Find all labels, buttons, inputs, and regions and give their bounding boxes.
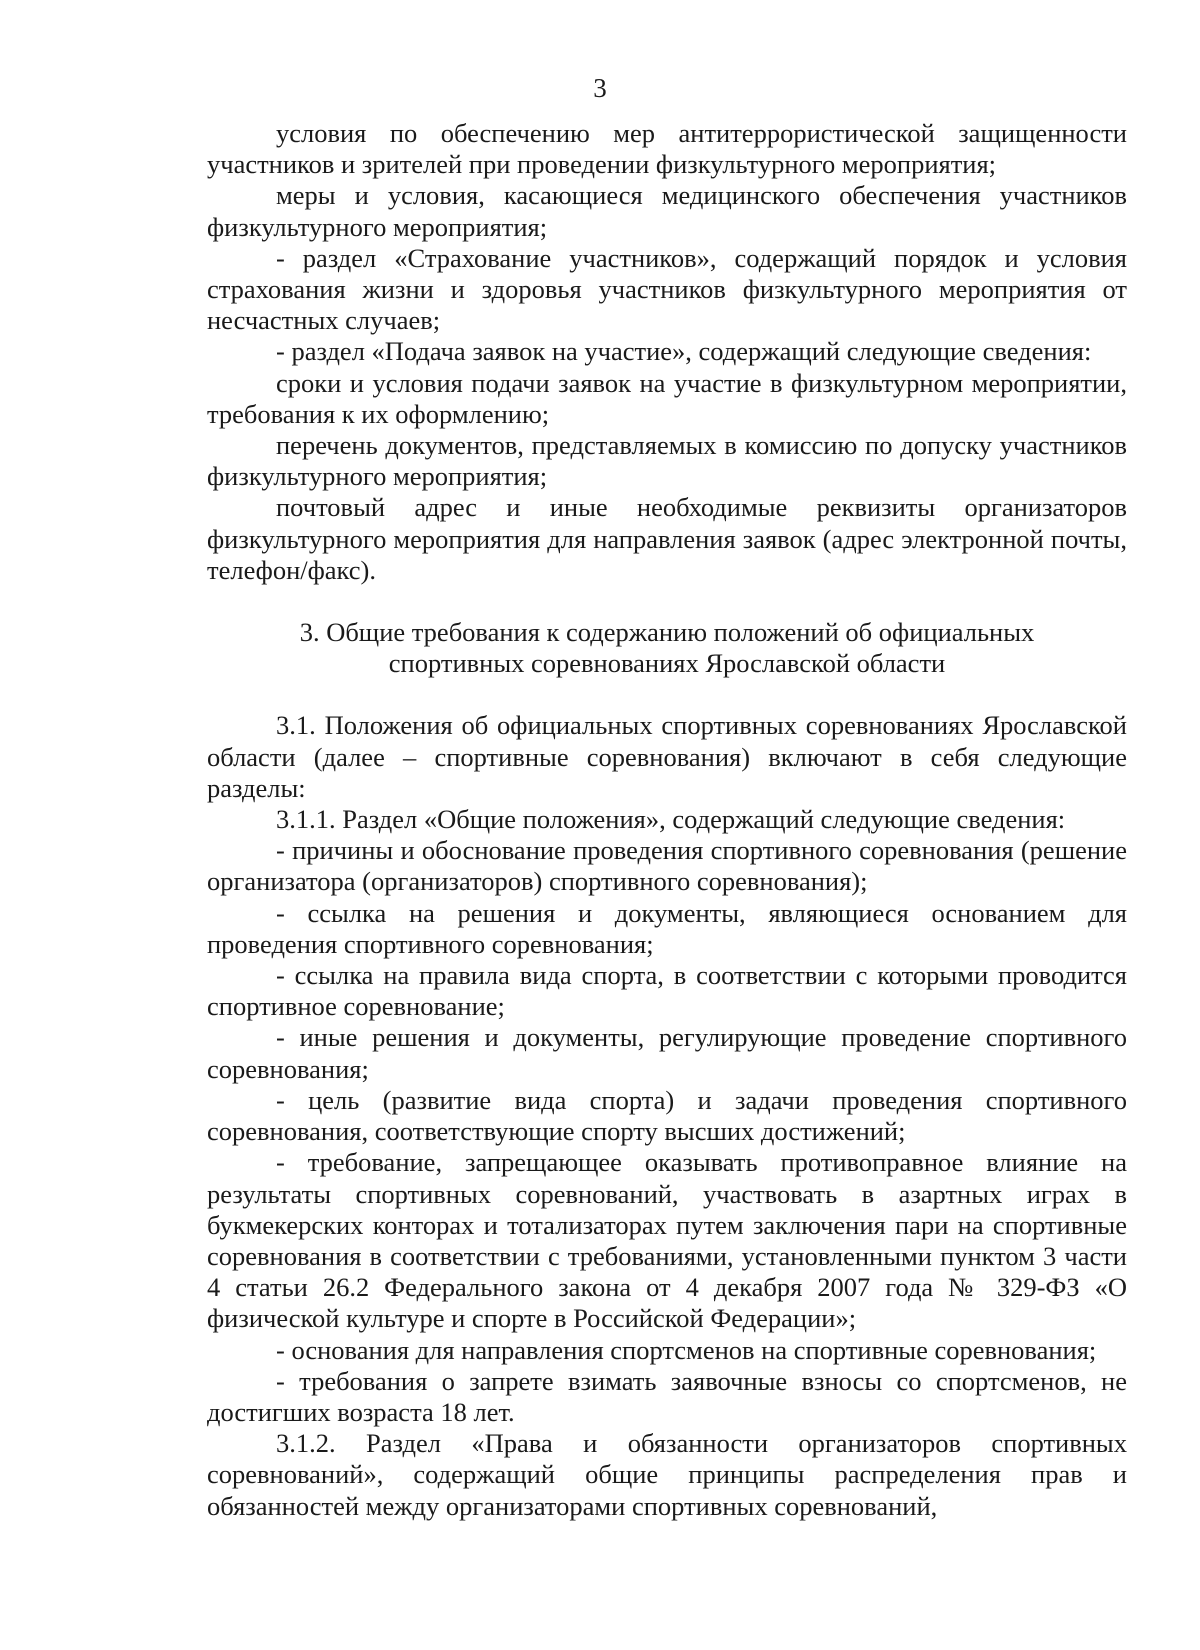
paragraph: - основания для направления спортсменов на спортивные соревнования;: [276, 1334, 1097, 1365]
paragraph: - причины и обоснование проведения спортивного соревнования (решение организатора (организаторов) спортивного соревнования);: [207, 835, 1127, 897]
paragraph: - требование, запрещающее оказывать противоправное влияние на результаты спортивных соревнований, участвовать в азартных играх в букмекерских конторах и тотализаторах путем заключения пари на спортивные соревнования в соответствии с требованиями, установленными пунктом 3 части 4 статьи 26.2 Федерального закона от 4 декабря 2007 года № 329-ФЗ «О физической культуре и спорте в Российской Федерации»;: [207, 1147, 1127, 1334]
paragraph: сроки и условия подачи заявок на участие в физкультурном мероприятии, требования к их оформлению;: [207, 367, 1127, 429]
paragraph: - требования о запрете взимать заявочные взносы со спортсменов, не достигших возраста 18 лет.: [207, 1365, 1127, 1427]
paragraph: - раздел «Подача заявок на участие», содержащий следующие сведения:: [276, 336, 1092, 367]
section-heading: [207, 617, 1127, 679]
section-heading-line: 3. Общие требования к содержанию положений об официальных: [299, 617, 1035, 648]
section-heading-line: спортивных соревнованиях Ярославской области: [388, 648, 946, 679]
spacer: [207, 586, 1127, 617]
paragraph: 3.1.2. Раздел «Права и обязанности организаторов спортивных соревнований», содержащий общие принципы распределения прав и обязанностей между организаторами спортивных соревнований,: [207, 1428, 1127, 1521]
paragraph: - раздел «Страхование участников», содержащий порядок и условия страхования жизни и здоровья участников физкультурного мероприятия от несчастных случаев;: [207, 242, 1127, 336]
paragraph: - цель (развитие вида спорта) и задачи проведения спортивного соревнования, соответствующие спорту высших достижений;: [207, 1084, 1127, 1147]
paragraph: условия по обеспечению мер антитеррористической защищенности участников и зрителей при проведении физкультурного мероприятия;: [207, 118, 1127, 180]
spacer: [207, 679, 1127, 710]
paragraph: почтовый адрес и иные необходимые реквизиты организаторов физкультурного мероприятия для направления заявок (адрес электронной почты, телефон/факс).: [207, 492, 1127, 585]
paragraph: 3.1.1. Раздел «Общие положения», содержащий следующие сведения:: [276, 804, 1066, 835]
paragraph: - иные решения и документы, регулирующие проведение спортивного соревнования;: [207, 1022, 1127, 1084]
paragraph: перечень документов, представляемых в комиссию по допуску участников физкультурного мероприятия;: [207, 430, 1127, 492]
paragraph: меры и условия, касающиеся медицинского обеспечения участников физкультурного мероприятия;: [207, 180, 1127, 242]
page-number: 3: [593, 73, 607, 103]
paragraph: - ссылка на решения и документы, являющиеся основанием для проведения спортивного соревнования;: [207, 897, 1127, 959]
paragraph: - ссылка на правила вида спорта, в соответствии с которыми проводится спортивное соревнование;: [207, 960, 1127, 1022]
document-body: [207, 118, 1127, 1522]
paragraph: 3.1. Положения об официальных спортивных соревнованиях Ярославской области (далее – спортивные соревнования) включают в себя следующие разделы:: [207, 710, 1127, 803]
